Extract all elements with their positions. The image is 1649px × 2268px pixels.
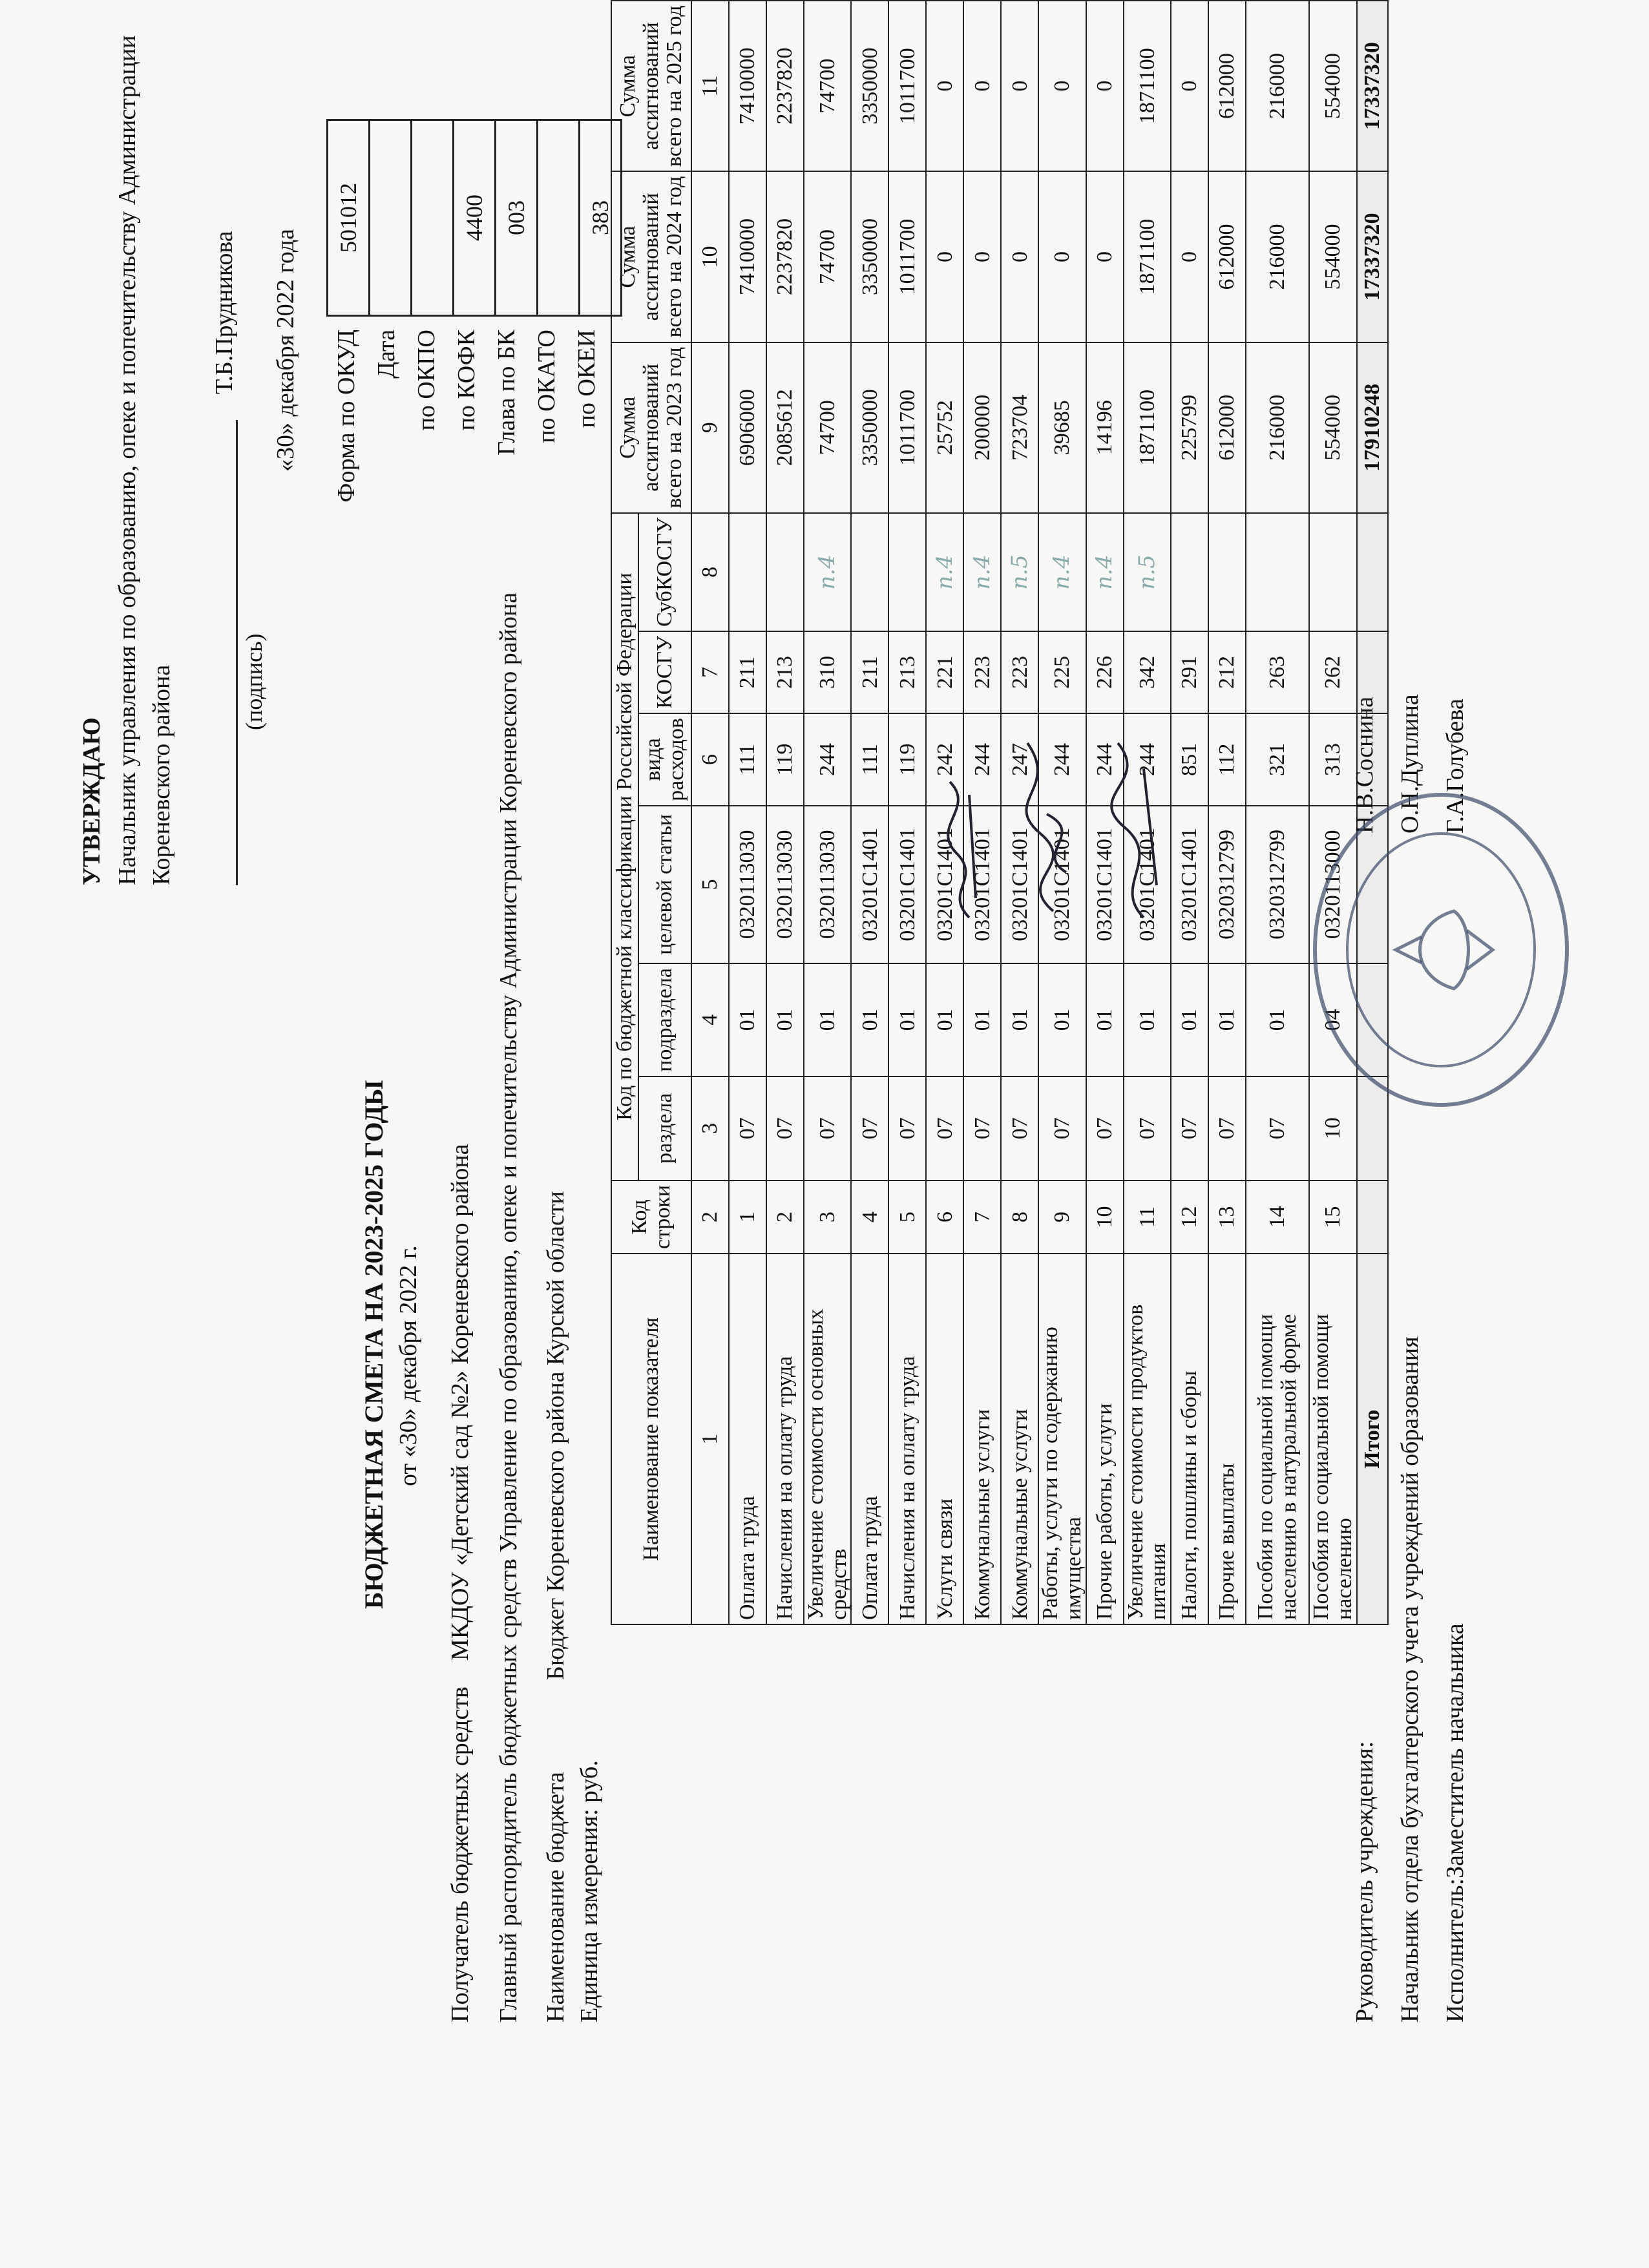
cell-name: Оплата труда	[851, 1254, 888, 1624]
cell-code: 10	[1086, 1181, 1124, 1254]
cell-sum-2025: 0	[926, 1, 963, 171]
cell-expense-type: 244	[1124, 713, 1171, 806]
cell-sum-2023: 1871100	[1124, 342, 1171, 513]
cell-sum-2023: 14196	[1086, 342, 1124, 513]
cell-kosgu: 212	[1208, 631, 1246, 713]
cell-subsection: 01	[1086, 963, 1124, 1076]
cell-sum-2024: 1871100	[1124, 171, 1171, 342]
cell-subkosgu	[1171, 513, 1208, 631]
cell-target: 03201С1401	[1038, 806, 1086, 963]
cell-section: 07	[1246, 1076, 1309, 1181]
cell-name: Налоги, пошлины и сборы	[1171, 1254, 1208, 1624]
cell-kosgu: 226	[1086, 631, 1124, 713]
cell-kosgu: 310	[804, 631, 851, 713]
cell-section: 07	[963, 1076, 1001, 1181]
cell-sum-2025: 1871100	[1124, 1, 1171, 171]
header-target: целевой статьи	[638, 806, 691, 963]
unit-line: Единица измерения: руб.	[576, 1760, 603, 2022]
cell-code: 15	[1309, 1181, 1356, 1254]
cell-section: 07	[851, 1076, 888, 1181]
cell-kosgu: 213	[766, 631, 804, 713]
cell-sum-2024: 0	[1038, 171, 1086, 342]
cell-kosgu: 213	[888, 631, 926, 713]
cell-sum-2025: 0	[1038, 1, 1086, 171]
cell-sum-2024: 0	[1086, 171, 1124, 342]
approve-line1: Начальник управления по образованию, опеке и попечительству Администрации	[114, 35, 141, 885]
cell-subsection: 01	[729, 963, 766, 1076]
col-number: 2	[691, 1181, 729, 1254]
cell-sum-2023: 25752	[926, 342, 963, 513]
code-value-kofk: 4400	[454, 120, 496, 316]
col-number: 10	[691, 171, 729, 342]
cell-sum-2024: 0	[1171, 171, 1208, 342]
cell-subsection: 01	[766, 963, 804, 1076]
cell-sum-2025: 7410000	[729, 1, 766, 171]
cell-expense-type: 244	[1038, 713, 1086, 806]
code-value-okud: 501012	[328, 120, 370, 316]
signature-role-head: Руководитель учреждения:	[1351, 1741, 1378, 2022]
budget-value: Бюджет Кореневского района Курской области	[542, 1191, 569, 1680]
approve-line2: Кореневского района	[148, 664, 175, 885]
cell-sum-2023: 39685	[1038, 342, 1086, 513]
cell-expense-type: 313	[1309, 713, 1356, 806]
cell-target: 03201С1401	[851, 806, 888, 963]
table-row	[888, 1, 926, 1624]
cell-sum-2024: 3350000	[851, 171, 888, 342]
cell-subkosgu	[1208, 513, 1246, 631]
cell-subsection: 01	[1208, 963, 1246, 1076]
cell-section: 07	[1038, 1076, 1086, 1181]
table-row	[851, 1, 888, 1624]
code-label-kofk: по КОФК	[453, 330, 480, 431]
cell-sum-2023: 200000	[963, 342, 1001, 513]
cell-code: 13	[1208, 1181, 1246, 1254]
cell-expense-type: 244	[963, 713, 1001, 806]
cell-subkosgu	[888, 513, 926, 631]
cell-sum-2023: 2085612	[766, 342, 804, 513]
cell-target: 03201С1401	[963, 806, 1001, 963]
cell-target: 03201С1401	[888, 806, 926, 963]
recipient-label: Получатель бюджетных средств	[446, 1686, 474, 2022]
cell-name: Пособия по социальной помощи населению	[1309, 1254, 1356, 1624]
cell-expense-type: 321	[1246, 713, 1309, 806]
cell-expense-type: 112	[1208, 713, 1246, 806]
cell-subkosgu	[1309, 513, 1356, 631]
header-sum-2025: Сумма ассигнований всего на 2025 год	[611, 1, 691, 171]
header-subsection: подраздела	[638, 963, 691, 1076]
code-label-okpo: по ОКПО	[413, 330, 440, 431]
approve-signer: Т.Б.Прудникова	[211, 231, 238, 394]
code-value-bk: 003	[496, 120, 538, 316]
cell-sum-2025: 74700	[804, 1, 851, 171]
cell-name: Коммунальные услуги	[1001, 1254, 1038, 1624]
header-name: Наименование показателя	[611, 1254, 691, 1624]
cell-sum-2024: 0	[1001, 171, 1038, 342]
cell-name: Пособия по социальной помощи населению в натуральной форме	[1246, 1254, 1309, 1624]
cell-subkosgu: п.5	[1001, 513, 1038, 631]
cell-kosgu: 211	[851, 631, 888, 713]
cell-code: 3	[804, 1181, 851, 1254]
cell-subkosgu: п.4	[1038, 513, 1086, 631]
code-label-okato: по ОКАТО	[533, 330, 560, 443]
cell-target: 0320113030	[766, 806, 804, 963]
header-section: раздела	[638, 1076, 691, 1181]
cell-name: Увеличение стоимости основных средств	[804, 1254, 851, 1624]
header-expense-type: вида расходов	[638, 713, 691, 806]
cell-code: 14	[1246, 1181, 1309, 1254]
cell-target: 0320113030	[729, 806, 766, 963]
header-sum-2024: Сумма ассигнований всего на 2024 год	[611, 171, 691, 342]
approve-heading: УТВЕРЖДАЮ	[78, 717, 105, 885]
cell-code: 12	[1171, 1181, 1208, 1254]
cell-code: 2	[766, 1181, 804, 1254]
table-row	[1246, 1, 1309, 1624]
cell-section: 07	[766, 1076, 804, 1181]
code-label-okei: по ОКЕИ	[573, 330, 600, 428]
cell-kosgu: 211	[729, 631, 766, 713]
cell-sum-2025: 0	[1086, 1, 1124, 171]
cell-kosgu: 262	[1309, 631, 1356, 713]
cell-sum-2023: 3350000	[851, 342, 888, 513]
cell-sum-2024: 0	[963, 171, 1001, 342]
cell-expense-type: 119	[766, 713, 804, 806]
header-sum-2023: Сумма ассигнований всего на 2023 год	[611, 342, 691, 513]
cell-subsection: 01	[963, 963, 1001, 1076]
cell-code: 9	[1038, 1181, 1086, 1254]
cell-code: 6	[926, 1181, 963, 1254]
cell-subsection: 01	[888, 963, 926, 1076]
cell-kosgu: 221	[926, 631, 963, 713]
cell-sum-2024: 612000	[1208, 171, 1246, 342]
cell-target: 03201С1401	[1086, 806, 1124, 963]
cell-subkosgu	[729, 513, 766, 631]
handwritten-signatures	[930, 704, 1234, 937]
col-number: 1	[691, 1254, 729, 1624]
cell-subkosgu: п.5	[1124, 513, 1171, 631]
cell-expense-type: 247	[1001, 713, 1038, 806]
cell-name: Работы, услуги по содержанию имущества	[1038, 1254, 1086, 1624]
cell-sum-2024: 0	[926, 171, 963, 342]
cell-expense-type: 851	[1171, 713, 1208, 806]
total-2023: 17910248	[1357, 342, 1388, 513]
cell-expense-type: 111	[851, 713, 888, 806]
cell-target: 03201С1401	[1001, 806, 1038, 963]
signature-name-executor: Г.А.Голубева	[1442, 698, 1469, 834]
cell-section: 07	[804, 1076, 851, 1181]
code-label-okud: Форма по ОКУД	[333, 330, 360, 503]
cell-target: 03201С1401	[1124, 806, 1171, 963]
cell-code: 5	[888, 1181, 926, 1254]
cell-name: Оплата труда	[729, 1254, 766, 1624]
cell-code: 1	[729, 1181, 766, 1254]
cell-name: Прочие выплаты	[1208, 1254, 1246, 1624]
signature-role-accounting: Начальник отдела бухгалтерского учета учреждений образования	[1396, 1336, 1423, 2022]
header-kosgu: КОСГУ	[638, 631, 691, 713]
cell-sum-2023: 1011700	[888, 342, 926, 513]
col-number: 8	[691, 513, 729, 631]
approve-date: «30» декабря 2022 года	[272, 228, 299, 472]
cell-subkosgu: п.4	[1086, 513, 1124, 631]
cell-expense-type: 119	[888, 713, 926, 806]
cell-sum-2024: 1011700	[888, 171, 926, 342]
cell-sum-2025: 0	[963, 1, 1001, 171]
cell-sum-2024: 74700	[804, 171, 851, 342]
code-value-okato	[538, 120, 580, 316]
signature-line	[236, 420, 238, 885]
cell-code: 7	[963, 1181, 1001, 1254]
header-code: Код строки	[611, 1181, 691, 1254]
cell-sum-2023: 216000	[1246, 342, 1309, 513]
column-numbers-row	[691, 1, 729, 1624]
cell-section: 07	[888, 1076, 926, 1181]
cell-sum-2025: 216000	[1246, 1, 1309, 171]
total-2025: 17337320	[1357, 1, 1388, 171]
cell-section: 10	[1309, 1076, 1356, 1181]
cell-target: 0320113000	[1309, 806, 1356, 963]
signature-name-head: Н.В.Соснина	[1351, 697, 1378, 834]
cell-name: Начисления на оплату труда	[766, 1254, 804, 1624]
cell-sum-2025: 0	[1171, 1, 1208, 171]
col-number: 9	[691, 342, 729, 513]
cell-section: 07	[729, 1076, 766, 1181]
table-row	[804, 1, 851, 1624]
cell-sum-2024: 2237820	[766, 171, 804, 342]
cell-sum-2025: 554000	[1309, 1, 1356, 171]
cell-target: 0320113030	[804, 806, 851, 963]
cell-kosgu: 223	[963, 631, 1001, 713]
cell-sum-2023: 612000	[1208, 342, 1246, 513]
cell-sum-2024: 216000	[1246, 171, 1309, 342]
cell-kosgu: 291	[1171, 631, 1208, 713]
cell-expense-type: 244	[804, 713, 851, 806]
col-number: 4	[691, 963, 729, 1076]
cell-sum-2023: 723704	[1001, 342, 1038, 513]
cell-kosgu: 225	[1038, 631, 1086, 713]
codes-table	[326, 119, 622, 317]
cell-sum-2025: 612000	[1208, 1, 1246, 171]
cell-name: Прочие работы, услуги	[1086, 1254, 1124, 1624]
cell-kosgu: 342	[1124, 631, 1171, 713]
cell-code: 4	[851, 1181, 888, 1254]
cell-name: Увеличение стоимости продуктов питания	[1124, 1254, 1171, 1624]
cell-subkosgu: п.4	[926, 513, 963, 631]
cell-sum-2023: 554000	[1309, 342, 1356, 513]
code-value-okei: 383	[580, 120, 622, 316]
cell-subsection: 01	[1171, 963, 1208, 1076]
cell-expense-type: 244	[1086, 713, 1124, 806]
cell-code: 11	[1124, 1181, 1171, 1254]
cell-subkosgu	[851, 513, 888, 631]
recipient-value: МКДОУ «Детский сад №2» Кореневского района	[446, 1144, 474, 1661]
code-value-date	[370, 120, 412, 316]
cell-target: 0320312799	[1246, 806, 1309, 963]
cell-subsection: 01	[851, 963, 888, 1076]
total-2024: 17337320	[1357, 171, 1388, 342]
table-row	[766, 1, 804, 1624]
cell-target: 03201С1401	[1171, 806, 1208, 963]
cell-target: 0320312799	[1208, 806, 1246, 963]
cell-subkosgu: п.4	[804, 513, 851, 631]
cell-sum-2025: 2237820	[766, 1, 804, 171]
cell-kosgu: 223	[1001, 631, 1038, 713]
col-number: 7	[691, 631, 729, 713]
manager-line: Главный распорядитель бюджетных средств Управление по образованию, опеке и попечительству Администрации Кореневского района	[495, 592, 522, 2022]
code-value-okpo	[412, 120, 454, 316]
cell-sum-2023: 74700	[804, 342, 851, 513]
cell-subsection: 01	[926, 963, 963, 1076]
cell-subsection: 01	[1246, 963, 1309, 1076]
col-number: 6	[691, 713, 729, 806]
cell-subsection: 01	[1001, 963, 1038, 1076]
signature-name-accounting: О.Н.Дуплина	[1396, 694, 1423, 834]
cell-sum-2024: 554000	[1309, 171, 1356, 342]
cell-subsection: 04	[1309, 963, 1356, 1076]
cell-section: 07	[1001, 1076, 1038, 1181]
cell-sum-2024: 7410000	[729, 171, 766, 342]
table-row	[729, 1, 766, 1624]
header-subkosgu: СубКОСГУ	[638, 513, 691, 631]
cell-name: Услуги связи	[926, 1254, 963, 1624]
cell-subkosgu	[766, 513, 804, 631]
cell-expense-type: 242	[926, 713, 963, 806]
cell-expense-type: 111	[729, 713, 766, 806]
cell-subsection: 01	[804, 963, 851, 1076]
code-label-date: Дата	[373, 330, 400, 379]
signature-caption: (подпись)	[241, 633, 267, 730]
official-seal	[1305, 782, 1577, 1118]
cell-section: 07	[926, 1076, 963, 1181]
cell-code: 8	[1001, 1181, 1038, 1254]
cell-target: 03201С1401	[926, 806, 963, 963]
total-label: Итого	[1357, 1254, 1388, 1624]
cell-section: 07	[1086, 1076, 1124, 1181]
code-label-bk: Глава по БК	[493, 330, 520, 456]
header-classification: Код по бюджетной классификации Российской Федерации	[611, 513, 638, 1181]
cell-sum-2023: 6906000	[729, 342, 766, 513]
cell-subsection: 01	[1124, 963, 1171, 1076]
document-title: БЮДЖЕТНАЯ СМЕТА НА 2023-2025 ГОДЫ	[359, 1080, 388, 1609]
cell-name: Коммунальные услуги	[963, 1254, 1001, 1624]
cell-name: Начисления на оплату труда	[888, 1254, 926, 1624]
cell-subkosgu: п.4	[963, 513, 1001, 631]
col-number: 5	[691, 806, 729, 963]
col-number: 11	[691, 1, 729, 171]
cell-section: 07	[1124, 1076, 1171, 1181]
cell-kosgu: 263	[1246, 631, 1309, 713]
cell-subkosgu	[1246, 513, 1309, 631]
budget-label: Наименование бюджета	[542, 1772, 569, 2022]
cell-section: 07	[1208, 1076, 1246, 1181]
cell-sum-2025: 0	[1001, 1, 1038, 171]
cell-sum-2025: 3350000	[851, 1, 888, 171]
cell-sum-2023: 225799	[1171, 342, 1208, 513]
cell-section: 07	[1171, 1076, 1208, 1181]
signature-role-executor: Исполнитель:Заместитель начальника	[1442, 1623, 1469, 2022]
document-subtitle: от «30» декабря 2022 г.	[395, 1245, 422, 1486]
col-number: 3	[691, 1076, 729, 1181]
cell-sum-2025: 1011700	[888, 1, 926, 171]
cell-subsection: 01	[1038, 963, 1086, 1076]
